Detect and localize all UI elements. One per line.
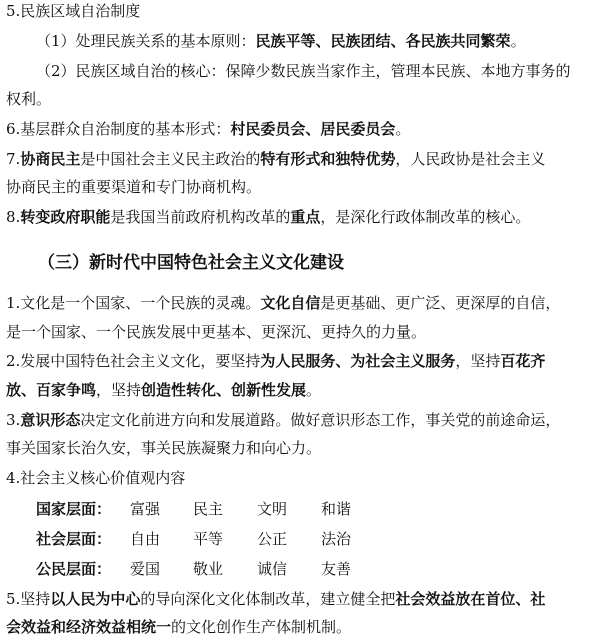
text-line: 会效益和经济效益相统一的文化创作生产体制机制。: [6, 618, 352, 636]
text-line: 4.社会主义核心价值观内容: [6, 469, 186, 487]
text-line: 5.民族区域自治制度: [6, 2, 141, 20]
text-line: 是一个国家、一个民族发展中更基本、更深沉、更持久的力量。: [6, 323, 427, 341]
value-item: 法治: [321, 530, 352, 548]
value-item: 和谐: [321, 500, 352, 518]
text-line: 5.坚持以人民为中心的导向深化文化体制改革，建立健全把社会效益放在首位、社: [6, 590, 546, 608]
text-line: 放、百家争鸣，坚持创造性转化、创新性发展。: [6, 381, 322, 399]
values-row-label: 国家层面：: [36, 500, 112, 518]
text-line: 事关国家长治久安，事关民族凝聚力和向心力。: [6, 439, 322, 457]
value-item: 诚信: [257, 560, 288, 578]
text-line: 2.发展中国特色社会主义文化，要坚持为人民服务、为社会主义服务，坚持百花齐: [6, 352, 546, 370]
value-item: 爱国: [130, 560, 161, 578]
text-line: 1.文化是一个国家、一个民族的灵魂。文化自信是更基础、更广泛、更深厚的自信，: [6, 294, 561, 312]
value-item: 富强: [130, 500, 161, 518]
text-line: （1）处理民族关系的基本原则：民族平等、民族团结、各民族共同繁荣。: [36, 32, 526, 50]
value-item: 敬业: [193, 560, 224, 578]
value-item: 民主: [193, 500, 224, 518]
text-line: 3.意识形态决定文化前进方向和发展道路。做好意识形态工作，事关党的前途命运，: [6, 411, 561, 429]
text-line: 协商民主的重要渠道和专门协商机构。: [6, 178, 262, 196]
value-item: 友善: [321, 560, 352, 578]
values-row-label: 社会层面：: [36, 530, 112, 548]
value-item: 自由: [130, 530, 161, 548]
value-item: 平等: [193, 530, 224, 548]
text-line: 权利。: [6, 90, 52, 108]
value-item: 公正: [257, 530, 288, 548]
value-item: 文明: [257, 500, 288, 518]
text-line: 6.基层群众自治制度的基本形式：村民委员会、居民委员会。: [6, 120, 411, 138]
text-line: （2）民族区域自治的核心：保障少数民族当家作主，管理本民族、本地方事务的: [36, 62, 571, 80]
text-line: 8.转变政府职能是我国当前政府机构改革的重点，是深化行政体制改革的核心。: [6, 208, 531, 226]
section-heading: （三）新时代中国特色社会主义文化建设: [38, 253, 344, 273]
text-line: 7.协商民主是中国社会主义民主政治的特有形式和独特优势，人民政协是社会主义: [6, 150, 546, 168]
values-row-label: 公民层面：: [36, 560, 112, 578]
